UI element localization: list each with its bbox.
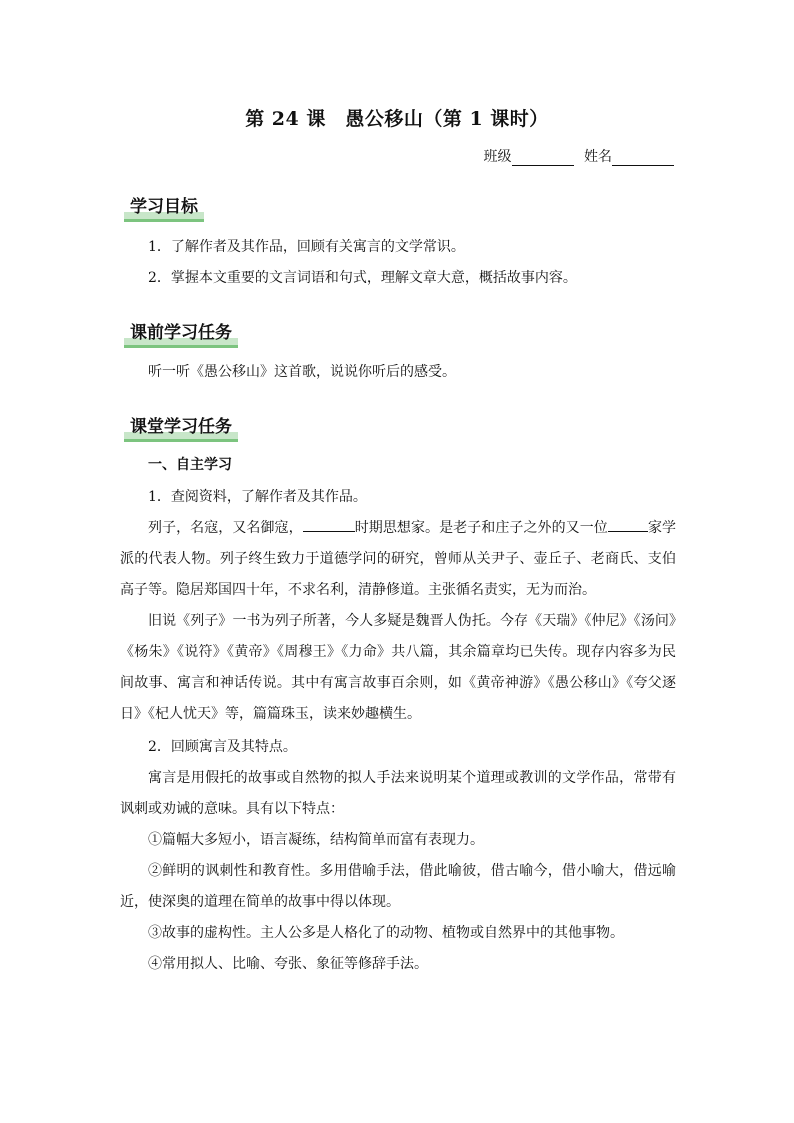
fable-definition: 寓言是用假托的故事或自然物的拟人手法来说明某个道理或教训的文学作品，常带有讽刺或劝诫的意味。具有以下特点： (120, 770, 676, 817)
fable-feature-3: ③故事的虚构性。主人公多是人格化了的动物、植物或自然界中的其他事物。 (148, 925, 624, 941)
class-name-line (484, 146, 674, 166)
blank-era[interactable] (303, 517, 355, 532)
preclass-task: 听一听《愚公移山》这首歌，说说你听后的感受。 (148, 364, 456, 380)
liezi-paragraph: 列子，名寇，又名御寇， 时期思想家。是老子和庄子之外的又一位 家学派的代表人物。列子终生致力于道德学问的研究，曾师从关尹子、壶丘子、老商氏、支伯高子等。隐居郑国四十年，不求名利，清静修道。主张循名责实，无为而治。 (120, 513, 676, 606)
class-blank[interactable] (512, 151, 574, 166)
lesson-title: 第 24 课 愚公移山（第 1 课时） (245, 108, 549, 130)
section-heading-objectives: 学习目标 (124, 192, 204, 219)
fable-feature-2: ②鲜明的讽刺性和教育性。多用借喻手法，借此喻彼，借古喻今，借小喻大，借远喻近，使深奥的道理在简单的故事中得以体现。 (120, 863, 676, 910)
name-blank[interactable] (612, 151, 674, 166)
objective-item-1: 1．了解作者及其作品，回顾有关寓言的文学常识。 (148, 239, 465, 255)
question-2: 2．回顾寓言及其特点。 (148, 739, 297, 755)
section-heading-preclass: 课前学习任务 (124, 318, 238, 345)
section-heading-inclass: 课堂学习任务 (124, 412, 238, 439)
book-paragraph: 旧说《列子》一书为列子所著，今人多疑是魏晋人伪托。今存《天瑞》《仲尼》《汤问》《杨朱》《说符》《黄帝》《周穆王》《力命》共八篇，其余篇章均已失传。现存内容多为民间故事、寓言和神话传说。其中有寓言故事百余则，如《黄帝神游》《愚公移山》《夸父逐日》《杞人忧天》等，篇篇珠玉，读来妙趣横生。 (120, 613, 676, 722)
blank-school[interactable] (608, 517, 648, 532)
name-label: 姓名 (584, 149, 612, 165)
question-1: 1．查阅资料，了解作者及其作品。 (148, 489, 367, 505)
fable-feature-4: ④常用拟人、比喻、夸张、象征等修辞手法。 (148, 956, 428, 972)
fable-feature-1: ①篇幅大多短小，语言凝练，结构简单而富有表现力。 (148, 832, 484, 848)
subheading-self-study: 一、自主学习 (148, 457, 232, 473)
objective-item-2: 2．掌握本文重要的文言词语和句式，理解文章大意，概括故事内容。 (148, 270, 577, 286)
class-label: 班级 (483, 149, 512, 165)
